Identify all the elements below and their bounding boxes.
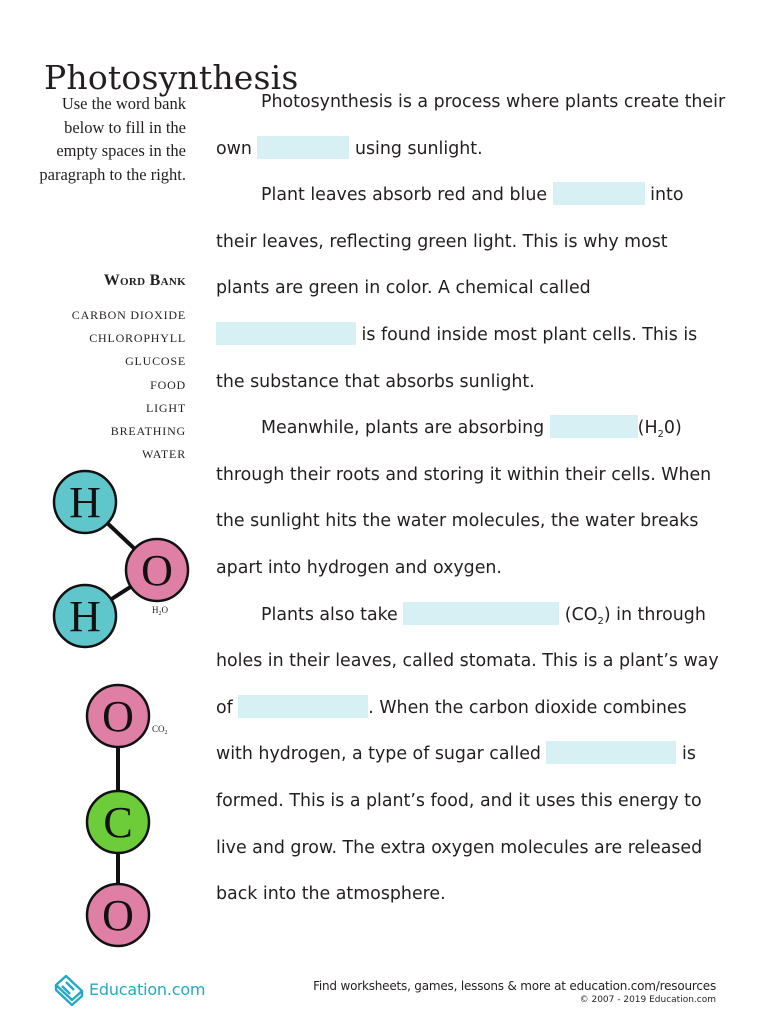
footer-logo[interactable] (52, 972, 205, 1006)
text-run: is formed. This is a plant’s food, and it uses this energy to live and grow. The extra oxygen molecules are released back into the atmosphere. (216, 744, 703, 905)
paragraph-1 (216, 79, 726, 172)
text-run: Photosynthesis is a process where plants create their own (216, 92, 726, 159)
co2-molecule (87, 685, 168, 946)
footer-credits (313, 979, 716, 1005)
atom-symbol: C (103, 798, 133, 847)
footer-tagline[interactable]: Find worksheets, games, lessons & more at education.com/resources (313, 979, 716, 993)
brand-name: Education.com (89, 979, 206, 999)
footer-copyright: © 2007 - 2019 Education.com (579, 995, 716, 1005)
word-bank-item: LIGHT (146, 400, 186, 415)
instructions-text: Use the word bank below to fill in the empty spaces in the paragraph to the right. (39, 94, 186, 184)
molecule-diagrams (0, 460, 210, 960)
blank-6[interactable] (238, 695, 368, 718)
label-subscript: 2 (158, 611, 162, 617)
blank-5[interactable] (403, 602, 559, 625)
label-part: H (152, 605, 159, 615)
water-molecule (54, 471, 188, 647)
word-bank-item: WATER (142, 447, 186, 462)
text-run: ) in through holes in their leaves, called stomata. This is a plant’s way of (216, 604, 719, 718)
blank-7[interactable] (546, 741, 676, 764)
atom-symbol: H (69, 478, 101, 527)
water-formula-label (152, 605, 169, 617)
atom-symbol: H (69, 592, 101, 641)
paragraph-4 (216, 592, 726, 918)
word-bank-heading: Word Bank (103, 272, 186, 289)
text-run: is found inside most plant cells. This is the substance that absorbs sunlight. (216, 324, 698, 392)
blank-1[interactable] (257, 136, 349, 159)
atom-symbol: O (102, 891, 134, 940)
passage (216, 79, 726, 918)
text-run: (H (637, 418, 658, 439)
text-run: (CO (559, 604, 598, 625)
blank-3[interactable] (216, 322, 356, 345)
label-subscript: 2 (164, 730, 168, 736)
text-run: Plant leaves absorb red and blue (261, 185, 553, 206)
blank-2[interactable] (553, 182, 645, 205)
blank-4[interactable] (550, 415, 638, 438)
word-bank-list (72, 304, 186, 466)
text-run: 0) through their roots and storing it within their cells. When the sunlight hits the water molecules, the water breaks apart into hydrogen and oxygen. (216, 418, 712, 578)
word-bank-item: CARBON DIOXIDE (71, 308, 186, 322)
co2-formula-label (152, 724, 168, 736)
text-run: . When the carbon dioxide combines with hydrogen, a type of sugar called (216, 697, 687, 765)
subscript: 2 (597, 615, 604, 627)
paragraph-2 (216, 172, 726, 405)
paragraph-3 (216, 405, 726, 591)
word-bank-item: BREATHING (110, 424, 186, 439)
word-bank-item: GLUCOSE (125, 354, 186, 369)
text-run: into their leaves, reflecting green light. This is why most plants are green in color. A chemical called (216, 185, 684, 299)
education-logo-icon (52, 972, 86, 1006)
atom-symbol: O (141, 546, 173, 595)
atom-symbol: O (102, 692, 134, 741)
text-run: Plants also take (261, 604, 404, 625)
text-run: Meanwhile, plants are absorbing (261, 418, 550, 439)
label-part: CO (152, 724, 165, 734)
subscript: 2 (657, 429, 664, 441)
word-bank-item: CHLOROPHYLL (89, 331, 186, 346)
label-part: O (161, 605, 168, 615)
page-title: Photosynthesis (44, 58, 299, 98)
text-run: using sunlight. (349, 138, 483, 159)
word-bank-item: FOOD (150, 377, 186, 392)
